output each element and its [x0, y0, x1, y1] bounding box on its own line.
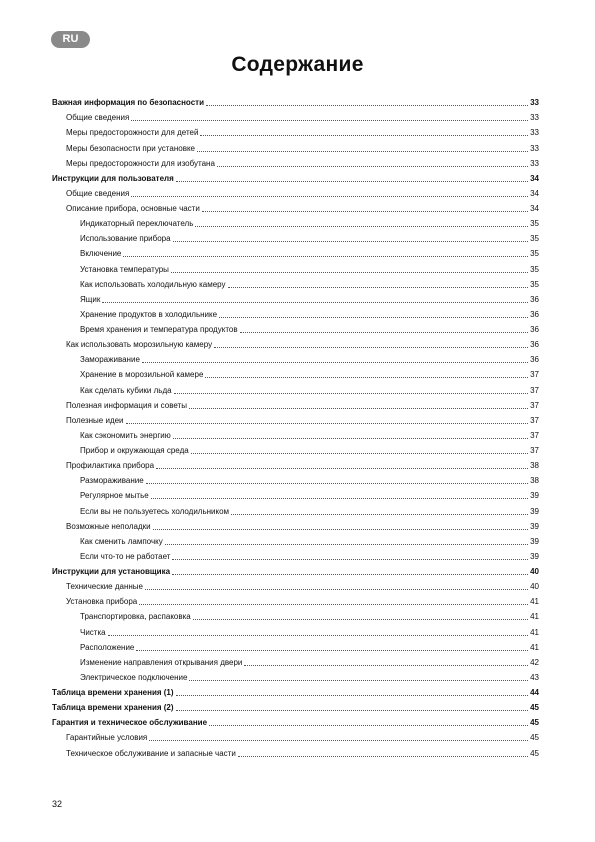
toc-entry-page: 44 [530, 688, 539, 697]
toc-entry-page: 41 [530, 627, 539, 637]
toc-entry[interactable] [52, 743, 539, 758]
dot-leader [231, 513, 528, 515]
page-number: 32 [52, 799, 63, 809]
toc-entry-label: Использование прибора [80, 234, 171, 244]
toc-entry[interactable] [52, 396, 539, 411]
toc-entry[interactable] [52, 380, 539, 395]
dot-leader [219, 316, 528, 318]
dot-leader [176, 709, 529, 711]
toc-entry[interactable] [52, 713, 539, 728]
toc-entry-page: 33 [530, 158, 539, 168]
toc-entry-page: 35 [530, 234, 539, 244]
toc-entry-page: 37 [530, 400, 539, 410]
dot-leader [165, 543, 528, 545]
toc-entry-label: Хранение в морозильной камере [80, 370, 204, 380]
dot-leader [173, 437, 528, 439]
dot-leader [136, 649, 528, 651]
toc-entry[interactable] [52, 456, 539, 471]
dot-leader [126, 422, 529, 424]
dot-leader [145, 588, 528, 590]
dot-leader [151, 497, 528, 499]
dot-leader [176, 694, 529, 696]
toc-entry[interactable] [52, 259, 539, 274]
dot-leader [205, 376, 528, 378]
toc-entry[interactable] [52, 320, 539, 335]
toc-entry-label: Технические данные [66, 582, 144, 592]
toc-entry[interactable] [52, 199, 539, 214]
toc-entry-page: 37 [530, 415, 539, 425]
toc-entry-page: 43 [530, 672, 539, 682]
toc-entry-label: Меры предосторожности для детей [66, 128, 199, 138]
toc-entry[interactable] [52, 517, 539, 532]
toc-entry-label: Установка прибора [66, 597, 138, 607]
dot-leader [108, 634, 529, 636]
dot-leader [142, 361, 528, 363]
dot-leader [139, 603, 528, 605]
toc-entry-label: Меры безопасности при установке [66, 143, 195, 153]
dot-leader [202, 210, 528, 212]
toc-entry[interactable] [52, 244, 539, 259]
toc-entry-page: 34 [530, 204, 539, 213]
dot-leader [200, 134, 528, 136]
toc-entry[interactable] [52, 365, 539, 380]
dot-leader [214, 346, 528, 348]
toc-entry[interactable] [52, 123, 539, 138]
toc-entry-label: Полезные идеи [66, 415, 124, 425]
toc-entry-page: 35 [530, 249, 539, 259]
toc-entry-label: Гарантийные условия [66, 733, 148, 743]
toc-entry-label: Как сделать кубики льда [80, 385, 172, 395]
dot-leader [206, 104, 528, 106]
toc-entry-page: 42 [530, 657, 539, 667]
toc-entry-label: Регулярное мытье [80, 491, 149, 501]
toc-entry-label: Расположение [80, 642, 135, 652]
toc-entry[interactable] [52, 607, 539, 622]
page-title: Содержание [231, 53, 364, 76]
toc-entry[interactable] [52, 426, 539, 441]
dot-leader [176, 180, 528, 182]
toc-entry-label: Как использовать холодильную камеру [80, 279, 226, 289]
toc-entry-label: Полезная информация и советы [66, 400, 187, 410]
toc-entry-label: Хранение продуктов в холодильнике [80, 309, 218, 319]
toc-entry-label: Замораживание [80, 355, 140, 365]
toc-entry-label: Описание прибора, основные части [66, 204, 200, 213]
dot-leader [156, 467, 528, 469]
toc-entry-label: Если что-то не работает [80, 551, 171, 561]
toc-entry-label: Прибор и окружающая среда [80, 446, 189, 455]
toc-entry[interactable] [52, 350, 539, 365]
toc-entry-page: 33 [530, 143, 539, 153]
toc-entry-page: 39 [530, 521, 539, 531]
toc-entry[interactable] [52, 184, 539, 199]
dot-leader [131, 119, 528, 121]
dot-leader [146, 482, 528, 484]
toc-entry-page: 36 [530, 355, 539, 365]
toc-entry-label: Профилактика прибора [66, 461, 155, 471]
toc-entry-page: 41 [530, 642, 539, 652]
dot-leader [189, 407, 528, 409]
toc-entry-label: Таблица времени хранения (1) [52, 688, 174, 697]
toc-entry-label: Меры предосторожности для изобутана [66, 158, 215, 168]
toc-entry[interactable] [52, 698, 539, 713]
toc-entry-page: 37 [530, 430, 539, 440]
toc-entry[interactable] [52, 486, 539, 501]
toc-entry-label: Индикаторный переключатель [80, 219, 194, 229]
toc-entry-page: 36 [530, 325, 539, 334]
dot-leader [153, 528, 528, 530]
toc-entry-page: 41 [530, 612, 539, 622]
toc-entry-page: 40 [530, 567, 539, 576]
toc-entry-page: 36 [530, 294, 539, 304]
dot-leader [174, 392, 529, 394]
toc-entry[interactable] [52, 622, 539, 637]
toc-entry-page: 45 [530, 748, 539, 758]
toc-entry[interactable] [52, 290, 539, 305]
dot-leader [131, 195, 528, 197]
toc-entry-page: 37 [530, 370, 539, 380]
toc-entry-label: Как сменить лампочку [80, 536, 163, 546]
toc-entry-page: 45 [530, 718, 539, 728]
toc-entry[interactable] [52, 93, 539, 108]
toc-entry-label: Если вы не пользуетесь холодильником [80, 506, 230, 516]
toc-entry-label: Электрическое подключение [80, 672, 188, 682]
dot-leader [172, 558, 528, 560]
toc-entry-label: Транспортировка, распаковка [80, 612, 191, 622]
toc-entry[interactable] [52, 411, 539, 426]
toc-entry-page: 45 [530, 703, 539, 713]
toc-entry-page: 41 [530, 597, 539, 607]
toc-entry-page: 33 [530, 128, 539, 138]
dot-leader [102, 301, 528, 303]
dot-leader [171, 271, 528, 273]
toc-entry-label: Общие сведения [66, 188, 130, 198]
dot-leader [240, 331, 529, 333]
toc-entry[interactable] [52, 562, 539, 577]
dot-leader [238, 755, 528, 757]
dot-leader [244, 664, 528, 666]
toc-entry-label: Установка температуры [80, 264, 169, 274]
toc-entry[interactable] [52, 728, 539, 743]
toc-entry-label: Инструкции для установщика [52, 567, 171, 576]
dot-leader [189, 679, 528, 681]
toc-entry-page: 33 [530, 98, 539, 108]
toc-entry-page: 37 [530, 446, 539, 455]
toc-entry[interactable] [52, 532, 539, 547]
toc-entry-label: Техническое обслуживание и запасные части [66, 748, 236, 758]
toc-entry-page: 35 [530, 264, 539, 274]
toc-entry[interactable] [52, 471, 539, 486]
toc-entry-page: 40 [530, 582, 539, 592]
toc-entry-label: Как использовать морозильную камеру [66, 340, 213, 350]
language-badge: RU [51, 31, 90, 48]
toc-entry[interactable] [52, 229, 539, 244]
toc-entry-page: 38 [530, 461, 539, 471]
dot-leader [193, 618, 528, 620]
toc-entry-label: Время хранения и температура продуктов [80, 325, 238, 334]
toc-entry[interactable] [52, 335, 539, 350]
toc-entry-page: 36 [530, 340, 539, 350]
dot-leader [172, 573, 528, 575]
toc-entry-label: Размораживание [80, 476, 144, 486]
dot-leader [123, 255, 528, 257]
table-of-contents [52, 93, 539, 759]
toc-entry-page: 37 [530, 385, 539, 395]
dot-leader [209, 724, 528, 726]
toc-entry-page: 39 [530, 536, 539, 546]
toc-entry-page: 34 [530, 188, 539, 198]
toc-entry-label: Чистка [80, 627, 106, 637]
dot-leader [149, 739, 528, 741]
toc-entry[interactable] [52, 441, 539, 456]
toc-entry[interactable] [52, 653, 539, 668]
toc-entry-page: 38 [530, 476, 539, 486]
dot-leader [195, 225, 528, 227]
toc-entry[interactable] [52, 154, 539, 169]
dot-leader [217, 165, 528, 167]
toc-entry-label: Инструкции для пользователя [52, 173, 174, 183]
toc-entry[interactable] [52, 501, 539, 516]
toc-entry-page: 34 [530, 173, 539, 183]
toc-entry-page: 45 [530, 733, 539, 743]
toc-entry-page: 39 [530, 551, 539, 561]
toc-entry[interactable] [52, 638, 539, 653]
dot-leader [197, 150, 528, 152]
dot-leader [191, 452, 528, 454]
toc-entry-page: 35 [530, 279, 539, 289]
toc-entry[interactable] [52, 275, 539, 290]
toc-entry-label: Возможные неполадки [66, 521, 151, 531]
toc-entry-page: 36 [530, 309, 539, 319]
toc-entry-label: Ящик [80, 294, 101, 304]
toc-entry-page: 39 [530, 491, 539, 501]
toc-entry-page: 35 [530, 219, 539, 229]
toc-entry-label: Важная информация по безопасности [52, 98, 204, 108]
toc-entry-page: 39 [530, 506, 539, 516]
toc-entry[interactable] [52, 138, 539, 153]
toc-entry[interactable] [52, 577, 539, 592]
toc-entry-label: Изменение направления открывания двери [80, 657, 243, 667]
toc-entry[interactable] [52, 305, 539, 320]
toc-entry[interactable] [52, 683, 539, 698]
toc-entry[interactable] [52, 547, 539, 562]
dot-leader [228, 286, 529, 288]
toc-entry-label: Как сэкономить энергию [80, 430, 171, 440]
toc-entry-label: Гарантия и техническое обслуживание [52, 718, 208, 728]
toc-entry[interactable] [52, 668, 539, 683]
toc-entry-page: 33 [530, 113, 539, 123]
toc-entry-label: Таблица времени хранения (2) [52, 703, 174, 713]
toc-entry[interactable] [52, 592, 539, 607]
toc-entry[interactable] [52, 169, 539, 184]
toc-entry-label: Общие сведения [66, 113, 130, 123]
dot-leader [173, 240, 529, 242]
toc-entry[interactable] [52, 108, 539, 123]
toc-entry-label: Включение [80, 249, 122, 259]
toc-entry[interactable] [52, 214, 539, 229]
